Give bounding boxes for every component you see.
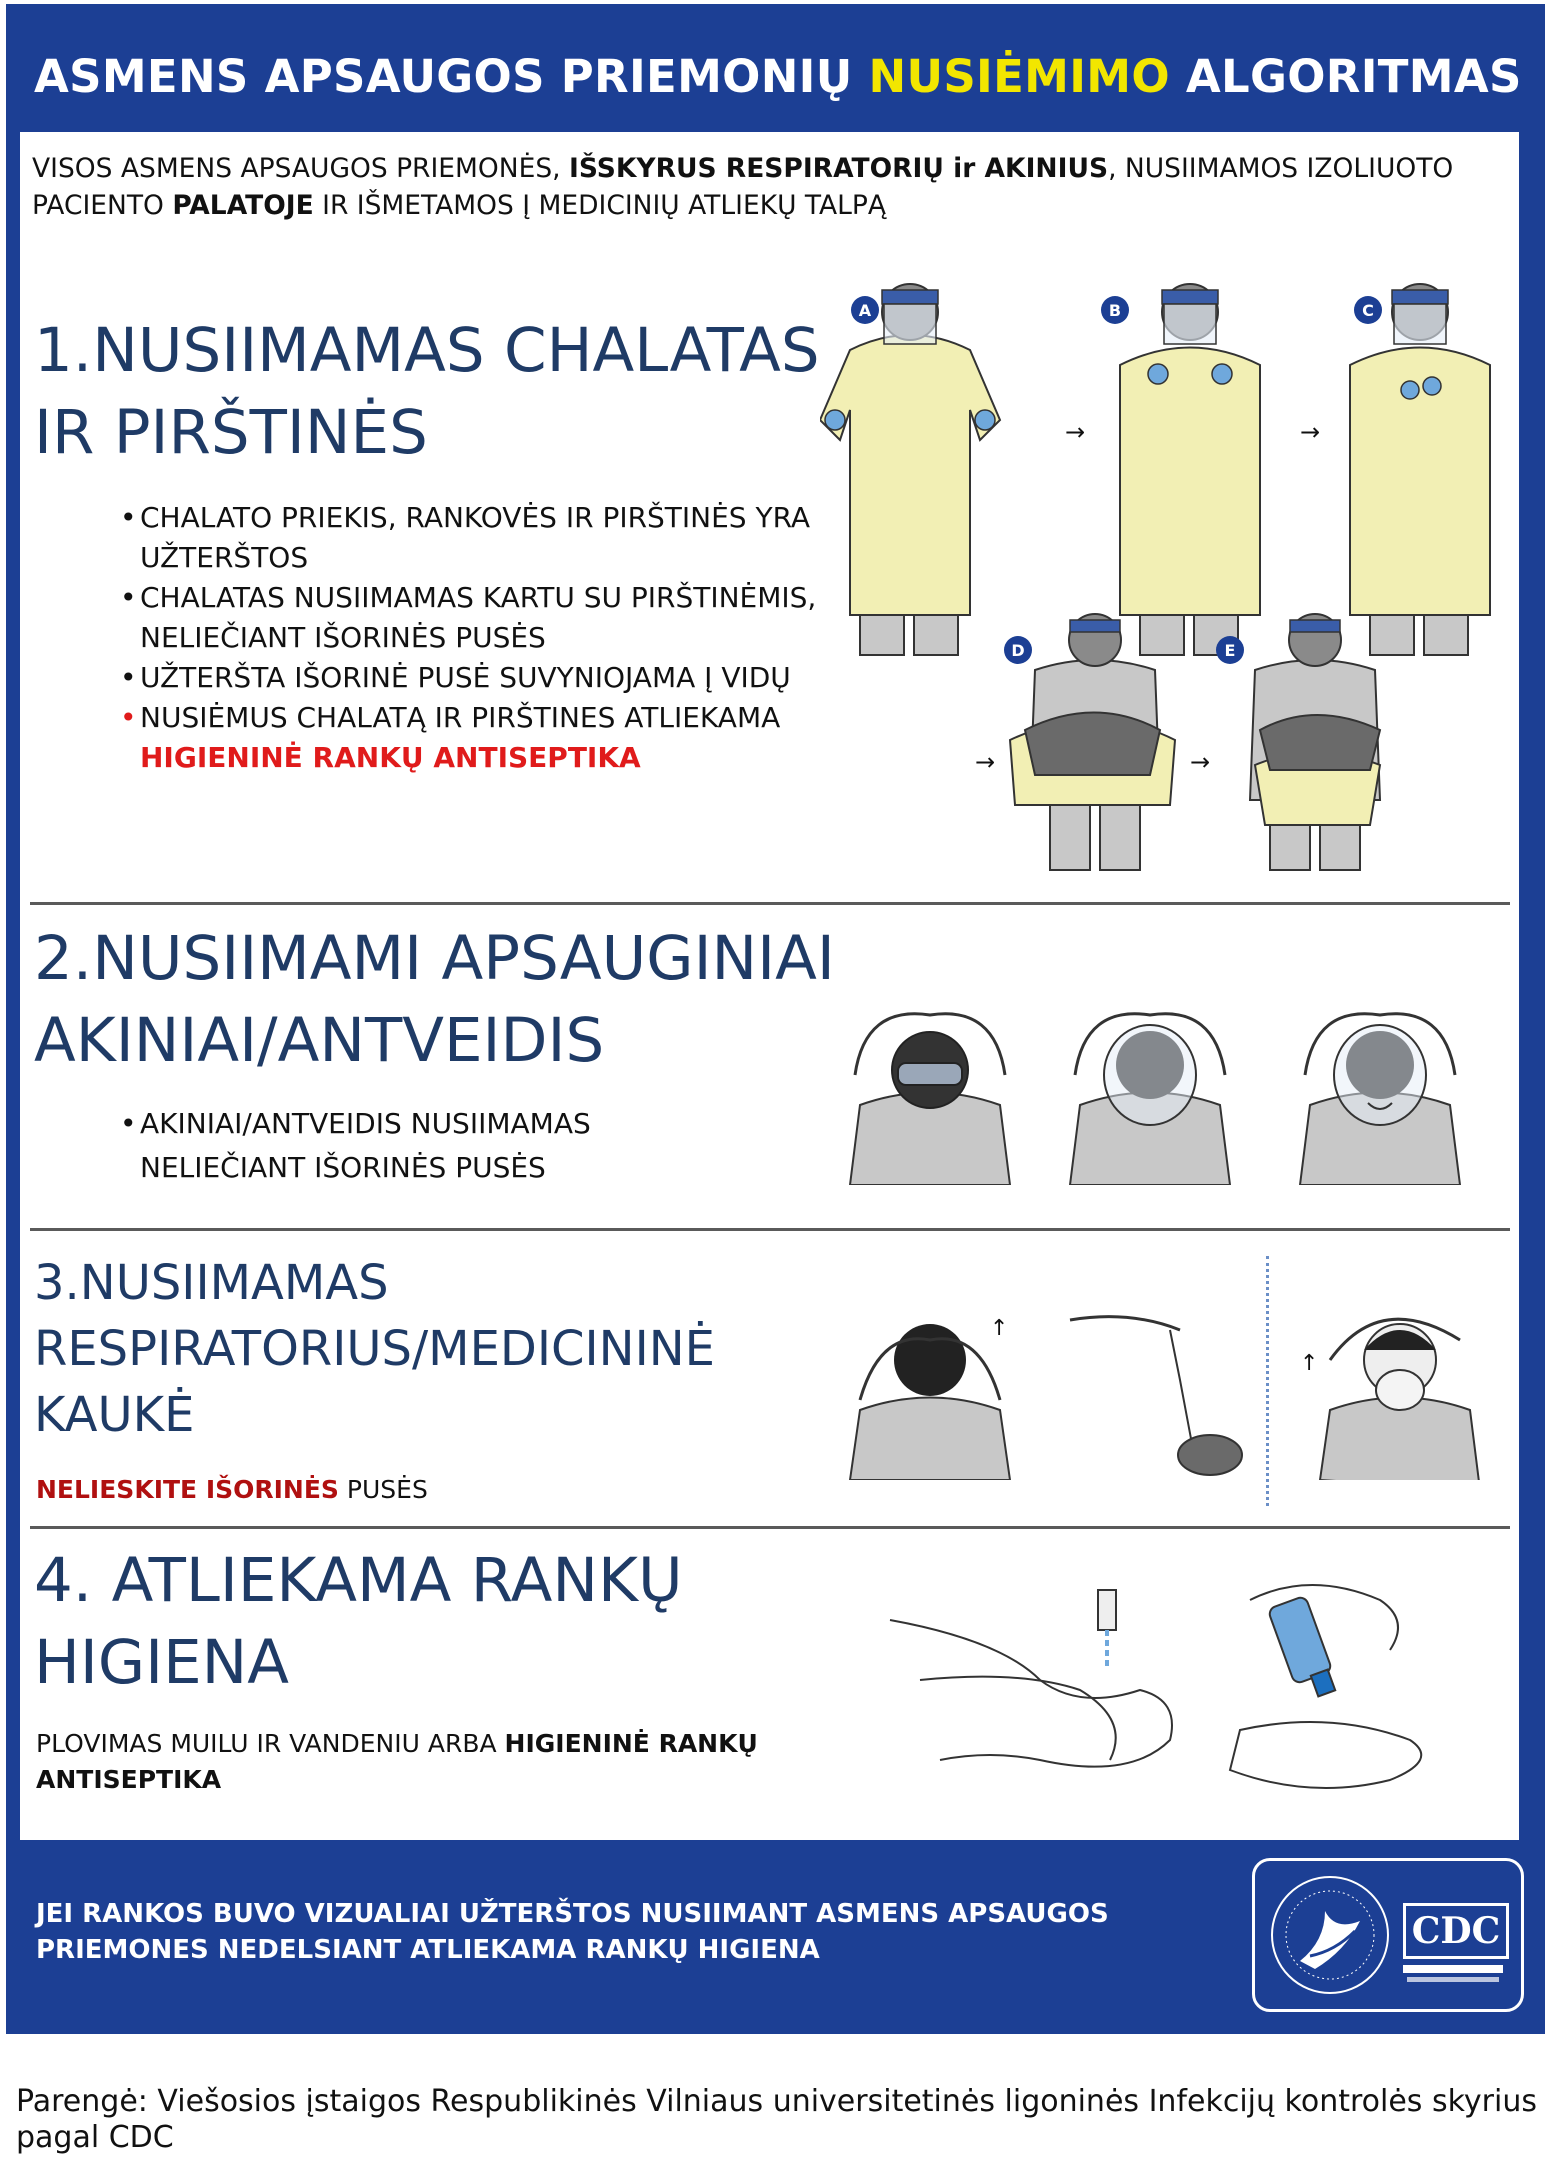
- respirator-figure-3: [1300, 1319, 1480, 1480]
- section-divider: [30, 1228, 1510, 1231]
- list-item: • UŽTERŠTA IŠORINĖ PUSĖ SUVYNIOJAMA Į VIDŲ: [68, 658, 848, 698]
- credit-text: Parengė: Viešosios įstaigos Respublikinės Vilniaus universitetinės ligoninės Infekcijų kontrolės skyrius pagal CDC: [16, 2084, 1537, 2155]
- step-label-a: A: [858, 301, 872, 320]
- sanitizer-figure: [1230, 1585, 1421, 1788]
- step-label-e: E: [1224, 641, 1236, 660]
- list-item: • CHALATO PRIEKIS, RANKOVĖS IR PIRŠTINĖS YRA UŽTERŠTOS: [68, 498, 848, 578]
- page-title: ASMENS APSAUGOS PRIEMONIŲ NUSIĖMIMO ALGORITMAS: [34, 50, 1522, 103]
- intro-text: VISOS ASMENS APSAUGOS PRIEMONĖS, IŠSKYRUS RESPIRATORIŲ ir AKINIUS, NUSIIMAMOS IZOLIUOTO PACIENTO PALATOJE IR IŠMETAMOS Į MEDICINIŲ ATLIEKŲ TALPĄ: [32, 153, 1454, 221]
- svg-text:→: →: [1300, 418, 1321, 446]
- svg-text:↑: ↑: [1300, 1351, 1319, 1376]
- title-highlight: NUSIĖMIMO: [868, 50, 1170, 103]
- figure-c: [1350, 284, 1490, 655]
- hand-hygiene-illustration: [880, 1560, 1510, 1810]
- cdc-wordmark: CDC: [1403, 1903, 1509, 1959]
- section1-heading: 1.NUSIIMAMAS CHALATAS IR PIRŠTINĖS: [34, 315, 820, 468]
- step-label-b: B: [1108, 301, 1122, 320]
- svg-text:→: →: [1065, 418, 1086, 446]
- section-divider: [30, 1526, 1510, 1529]
- goggles-figure-2: [1070, 1014, 1230, 1185]
- section1-bullets: [68, 498, 848, 778]
- section3-heading: 3.NUSIIMAMAS RESPIRATORIUS/MEDICININĖ KAUKĖ: [34, 1255, 715, 1443]
- svg-text:→: →: [1190, 748, 1211, 776]
- list-item: • AKINIAI/ANTVEIDIS NUSIIMAMAS NELIEČIANT IŠORINĖS PUSĖS: [68, 1102, 708, 1190]
- logo-subtitle-bar: [1407, 1977, 1499, 1982]
- handwashing-figure: [890, 1590, 1172, 1767]
- footer-warning: JEI RANKOS BUVO VIZUALIAI UŽTERŠTOS NUSIIMANT ASMENS APSAUGOS PRIEMONES NEDELSIANT ATLIEKAMA RANKŲ HIGIENA: [36, 1899, 1109, 1965]
- section4-heading: 4. ATLIEKAMA RANKŲ HIGIENA: [34, 1545, 683, 1698]
- list-item: • CHALATAS NUSIIMAMAS KARTU SU PIRŠTINĖMIS, NELIEČIANT IŠORINĖS PUSĖS: [68, 578, 848, 658]
- cdc-logo: [1252, 1858, 1524, 2012]
- step-label-d: D: [1011, 641, 1025, 660]
- respirator-figure-1: [850, 1316, 1010, 1480]
- section-divider: [30, 902, 1510, 905]
- logo-subtitle-bar: [1403, 1965, 1503, 1973]
- section2-bullets: [68, 1102, 708, 1190]
- svg-text:→: →: [975, 748, 996, 776]
- figure-e: [1250, 614, 1380, 870]
- figure-a: [820, 284, 1000, 655]
- section4-note: PLOVIMAS MUILU IR VANDENIU ARBA HIGIENINĖ RANKŲ ANTISEPTIKA: [36, 1729, 758, 1794]
- goggles-figure-1: [850, 1014, 1010, 1185]
- step-label-c: C: [1362, 301, 1374, 320]
- goggles-removal-illustration: [830, 985, 1510, 1185]
- gown-removal-illustration: [820, 270, 1520, 880]
- goggles-figure-3: [1300, 1014, 1460, 1185]
- list-item: • NUSIĖMUS CHALATĄ IR PIRŠTINES ATLIEKAMA HIGIENINĖ RANKŲ ANTISEPTIKA: [68, 698, 848, 778]
- figure-b: [1120, 284, 1260, 655]
- respirator-figure-2: [1070, 1317, 1242, 1475]
- respirator-removal-illustration: [840, 1290, 1510, 1480]
- svg-text:↑: ↑: [990, 1316, 1009, 1341]
- section2-heading: 2.NUSIIMAMI APSAUGINIAI AKINIAI/ANTVEIDIS: [34, 923, 835, 1076]
- section3-note: NELIESKITE IŠORINĖS PUSĖS: [36, 1475, 428, 1504]
- hhs-seal-icon: [1265, 1871, 1395, 1999]
